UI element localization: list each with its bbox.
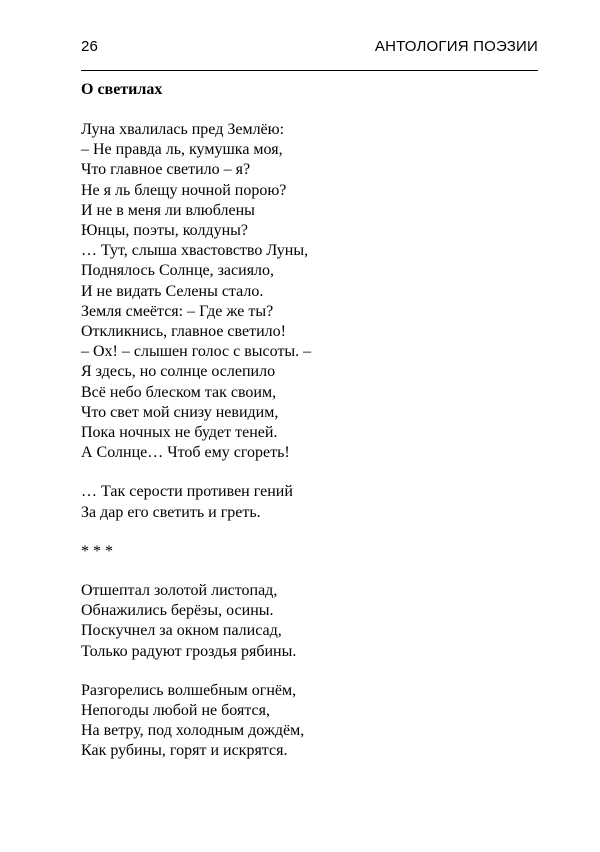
verse-line: Что главное светило – я? <box>81 161 251 179</box>
poem1-stanza-2 <box>81 482 541 522</box>
verse-line: Откликнись, главное светило! <box>81 323 286 341</box>
poem-title: О светилах <box>81 81 163 98</box>
verse-line: … Так серости противен гений <box>81 483 293 501</box>
verse-line: Луна хвалилась пред Землёю: <box>81 121 285 138</box>
verse-line: – Не правда ль, кумушка моя, <box>81 141 283 159</box>
verse-line: Как рубины, горят и искрятся. <box>81 742 288 760</box>
verse-line: Земля смеётся: – Где же ты? <box>81 302 274 320</box>
verse-line: На ветру, под холодным дождём, <box>81 722 305 740</box>
page-header <box>81 34 538 62</box>
verse-line: И не в меня ли влюблены <box>81 201 255 219</box>
stanza-gap <box>81 562 541 581</box>
verse-line: Юнцы, поэты, колдуны? <box>81 222 248 240</box>
poem2-stanza-1 <box>81 581 541 662</box>
page-number: 26 <box>81 38 99 55</box>
verse-line: Поднялось Солнце, засияло, <box>81 262 275 280</box>
verse-line: Я здесь, но солнце ослепило <box>81 363 276 381</box>
verse-line: И не видать Селены стало. <box>81 282 264 300</box>
verse-line: … Тут, слыша хвастовство Луны, <box>81 242 309 260</box>
verse-line: – Ох! – слышен голос с высоты. – <box>81 343 312 361</box>
poem2-stanza-2 <box>81 681 541 762</box>
stanza-gap <box>81 463 541 482</box>
verse-line: Разгорелись волшебным огнём, <box>81 681 297 699</box>
verse-line: Непогоды любой не боятся, <box>81 702 270 720</box>
running-title: АНТОЛОГИЯ ПОЭЗИИ <box>374 38 538 55</box>
poem1-stanza-1 <box>81 120 541 463</box>
verse-line: Не я ль блещу ночной порою? <box>81 181 287 199</box>
verse-line: Отшептал золотой листопад, <box>81 582 278 600</box>
verse-line: Поскучнел за окном палисад, <box>81 622 282 640</box>
verse-line: Пока ночных не будет теней. <box>81 424 278 442</box>
verse-line: А Солнце… Чтоб ему сгореть! <box>81 444 290 462</box>
verse-line: Обнажились берёзы, осины. <box>81 602 274 620</box>
asterism-separator: * * * <box>81 542 113 560</box>
verse-line: Что свет мой снизу невидим, <box>81 403 279 421</box>
stanza-gap <box>81 523 541 542</box>
page-content <box>81 80 541 762</box>
verse-line: Только радуют гроздья рябины. <box>81 642 297 660</box>
verse-line: За дар его светить и греть. <box>81 503 261 521</box>
header-rule <box>81 70 538 71</box>
verse-line: Всё небо блеском так своим, <box>81 383 277 401</box>
stanza-gap <box>81 662 541 681</box>
